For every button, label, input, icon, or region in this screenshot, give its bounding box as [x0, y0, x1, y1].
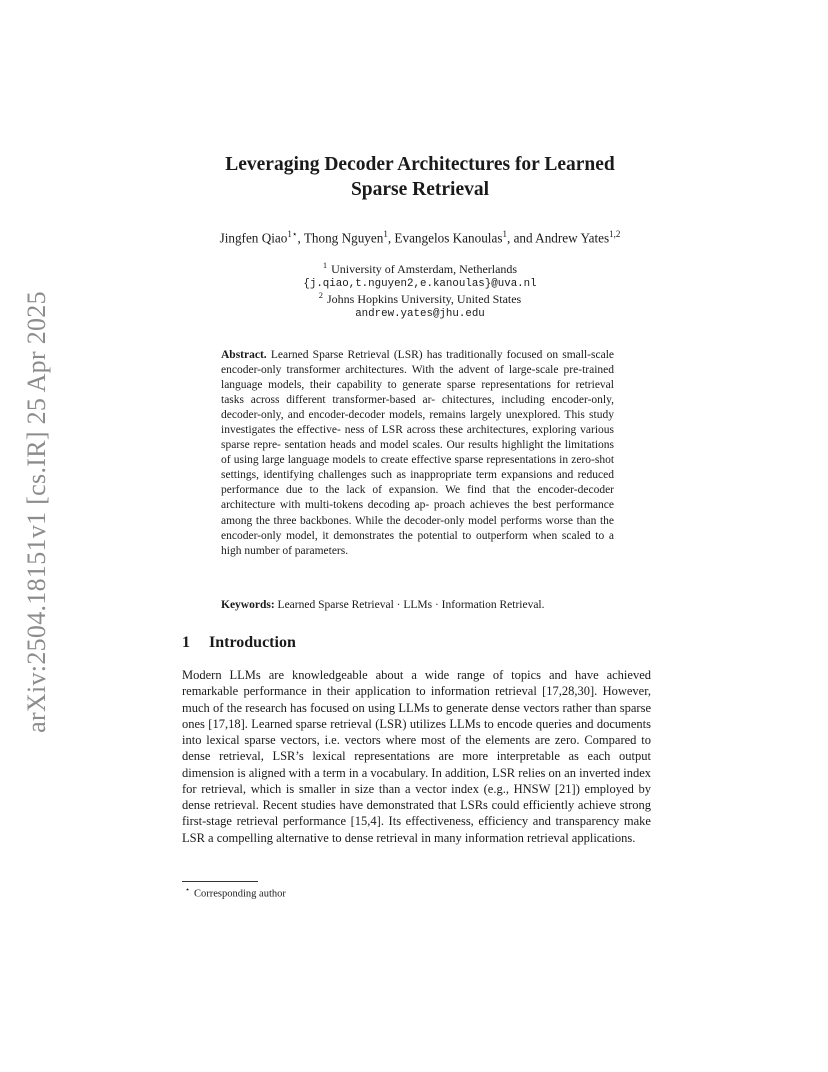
affiliation-sup: 2	[318, 290, 324, 300]
abstract-line: in zero-shot settings, identifying challenges such as inappropriate term	[221, 454, 615, 482]
author-separator: , and	[506, 230, 536, 246]
author-sup: 1	[502, 229, 507, 239]
intro-line: vectors rather than sparse ones [17,18]. Learned sparse retrieval (LSR) utilizes	[182, 700, 651, 731]
affiliation-2	[170, 288, 670, 322]
abstract-line: chitectures, including encoder-only, decoder-only, and encoder-decoder	[221, 394, 615, 422]
author: Andrew Yates	[535, 230, 610, 246]
abstract-line: of parameters.	[282, 544, 349, 557]
abstract-line: representations for retrieval tasks across different transformer-based ar-	[221, 379, 614, 407]
intro-line: achieve strong first-stage retrieval performance [15,4]. Its effectiveness, efficiency	[182, 798, 651, 829]
abstract-line: of using large language models to create effective sparse representations	[221, 454, 560, 467]
abstract-line: proach achieves the best performance among the three backbones. While	[221, 499, 614, 527]
intro-line: a term in a vocabulary. In addition, LSR relies on an inverted index for retrieval,	[182, 765, 652, 796]
author-list	[120, 229, 720, 246]
title-line-2: Sparse Retrieval	[350, 179, 490, 200]
intro-line: dense retrieval. Recent studies have demonstrated that LSRs could efficiently	[182, 798, 578, 812]
affiliation-name: Johns Hopkins University, United States	[327, 292, 522, 306]
intro-line: where most of the elements are zero. Compared to dense retrieval, LSR’s lexical	[182, 733, 651, 764]
footnote-rule	[182, 881, 258, 882]
intro-line: remarkable performance in their application to information retrieval [17,28,30].	[182, 684, 603, 699]
affiliation-email: {j.qiao,t.nguyen2,e.kanoulas}@uva.nl	[303, 278, 537, 290]
title-line-1: Leveraging Decoder Architectures for Learned	[225, 154, 615, 175]
author-sup: 1⋆	[287, 229, 298, 239]
author-sup: 1,2	[609, 229, 621, 239]
abstract-line: the decoder-only model performs worse than the encoder-only model, it	[221, 514, 614, 542]
affiliation-name: University of Amsterdam, Netherlands	[331, 262, 518, 276]
abstract-line: sentation heads and model scales. Our results highlight the limitations	[284, 439, 614, 452]
author: Evangelos Kanoulas	[394, 230, 503, 246]
keywords-label: Keywords:	[221, 599, 275, 611]
author-separator: ,	[297, 230, 304, 246]
abstract-line: models, remains largely unexplored. This study investigates the effective-	[221, 409, 614, 437]
paper-title	[150, 152, 690, 202]
abstract-line: find that the encoder-decoder architecture with multi-tokens decoding ap-	[221, 484, 614, 512]
author-separator: ,	[387, 230, 395, 246]
author: Jingfen Qiao	[219, 230, 288, 246]
footnote	[182, 885, 286, 900]
author: Thong Nguyen	[303, 230, 384, 246]
author-sup: 1	[383, 229, 388, 239]
intro-line: Modern LLMs are knowledgeable about a wide range of topics and have achieved	[182, 668, 651, 682]
intro-line: LLMs to encode queries and documents into lexical sparse vectors, i.e. vectors	[182, 716, 651, 747]
abstract-line: ness of LSR across these architectures, exploring various sparse repre-	[221, 424, 615, 452]
introduction-paragraph	[182, 667, 651, 846]
intro-line: and transparency make LSR a compelling alternative to dense retrieval in many	[182, 814, 651, 845]
footnote-mark: ⋆	[185, 885, 191, 894]
section-heading	[182, 634, 296, 652]
affiliation-sup: 1	[322, 260, 328, 270]
intro-line: However, much of the research has focused on using LLMs to generate dense	[182, 684, 651, 715]
intro-line: representations are more interpretable as each output dimension is aligned with	[182, 749, 651, 780]
abstract-line: Learned Sparse Retrieval (LSR) has traditionally focused on	[270, 349, 563, 361]
section-title: Introduction	[209, 634, 296, 651]
affiliation-1	[170, 258, 670, 292]
intro-line: information retrieval applications.	[464, 830, 636, 845]
keywords	[221, 599, 621, 611]
section-number: 1	[182, 634, 190, 651]
affiliation-email: andrew.yates@jhu.edu	[355, 308, 485, 320]
arxiv-identifier: arXiv:2504.18151v1 [cs.IR] 25 Apr 2025	[22, 291, 51, 733]
footnote-text: Corresponding author	[194, 888, 286, 900]
keywords-text: Learned Sparse Retrieval · LLMs · Information Retrieval.	[277, 599, 545, 611]
abstract-label: Abstract.	[221, 349, 271, 361]
abstract-line: demonstrates the potential to outperform when scaled to a high number	[221, 529, 614, 557]
abstract-line: large-scale pre-trained language models, their capability to generate sparse	[221, 364, 615, 392]
abstract-line: expansions and reduced performance due to the lack of expansion. We	[221, 469, 614, 497]
abstract	[221, 348, 614, 559]
abstract-line: small-scale encoder-only transformer architectures. With the advent of	[221, 349, 614, 377]
intro-line: which is smaller in size than a vector index (e.g., HNSW [21]) employed by	[250, 781, 651, 796]
